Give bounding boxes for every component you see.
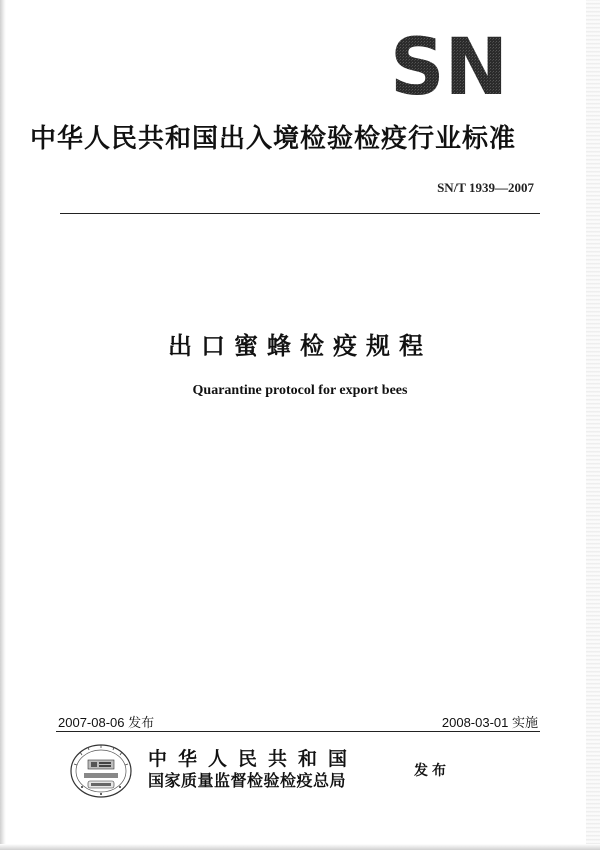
issue-date: 2007-08-06 发布 [58, 715, 155, 730]
issuer-agency: 国家质量监督检验检疫总局 [148, 771, 347, 790]
document-title-cn: 出口蜜蜂检疫规程 [168, 332, 432, 360]
issuer-country: 中华人民共和国 [148, 748, 359, 770]
standard-code: SN/T 1939—2007 [437, 180, 534, 195]
issuer-seal-icon [68, 742, 134, 800]
scan-edge-bottom [0, 844, 600, 850]
document-title-en: Quarantine protocol for export bees [192, 383, 408, 398]
issuer-block [148, 748, 448, 792]
sn-logo-text: SN [390, 32, 508, 102]
bottom-divider [56, 731, 540, 732]
implementation-date: 2008-03-01 实施 [441, 715, 538, 730]
sn-logo-icon [388, 32, 510, 102]
scan-edge-left [0, 0, 6, 850]
org-title: 中华人民共和国出入境检验检疫行业标准 [30, 124, 517, 154]
publish-label: 发布 [414, 763, 450, 779]
top-divider [60, 213, 540, 214]
